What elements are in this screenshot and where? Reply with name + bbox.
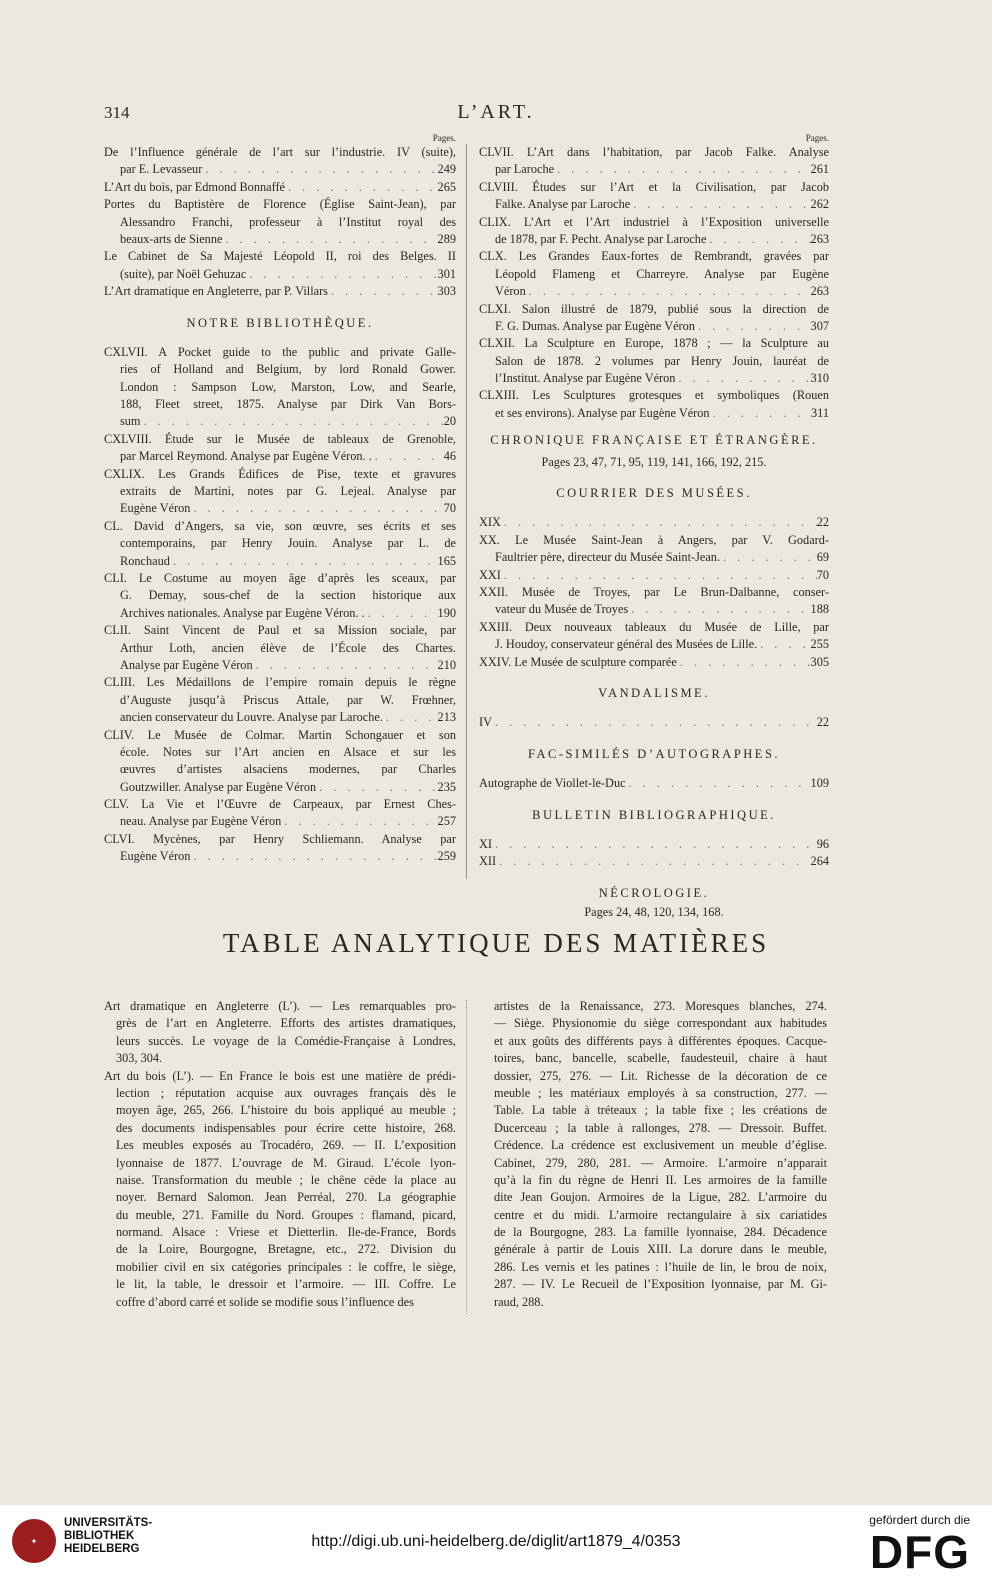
dot-leader — [365, 605, 438, 622]
entry-text: L’Art du bois, par Edmond Bonnaffé — [104, 179, 286, 194]
entry-page-number: 109 — [810, 776, 829, 791]
entry-last-line — [479, 161, 829, 178]
dot-leader — [492, 836, 817, 853]
chronique-pages: Pages 23, 47, 71, 95, 119, 141, 166, 192, 215. — [541, 454, 767, 469]
entry-page-number: 310 — [810, 371, 829, 386]
dot-leader — [372, 448, 444, 465]
entry-line: œuvres d’artistes alsaciens modernes, par Charles — [120, 762, 456, 777]
section-courrier: COURRIER DES MUSÉES. — [556, 486, 752, 501]
index-entry — [479, 567, 829, 584]
index-entry — [479, 584, 829, 619]
entry-last-line — [104, 848, 456, 865]
analytic-line: toires, banc, bancelle, scabelle, faudesteuil, chaire à haut — [494, 1051, 827, 1066]
entry-line: Portes du Baptistère de Florence (Église Saint-Jean), par — [104, 197, 456, 212]
entry-line: CXLVIII. Étude sur le Musée de tableaux de Grenoble, — [104, 431, 456, 446]
entry-last-line — [104, 283, 456, 300]
dot-leader — [626, 775, 811, 792]
intro-entries — [104, 144, 456, 301]
entry-last-line — [104, 161, 456, 178]
analytic-line: 287. — IV. Le Recueil de l’Exposition lyonnaise, par M. Gi- — [494, 1277, 827, 1292]
left-column — [104, 133, 456, 866]
bibliotheque-entries-right — [479, 144, 829, 422]
entry-text: neau. Analyse par Eugène Véron — [120, 814, 282, 829]
entry-text: vateur du Musée de Troyes — [495, 602, 629, 617]
entry-line: école. Notes sur l’Art ancien en Alsace et sur les — [120, 744, 456, 759]
entry-line: CLVII. L’Art dans l’habitation, par Jacob Falke. Analyse — [479, 145, 829, 159]
entry-page-number: 255 — [810, 637, 829, 652]
index-entry — [104, 196, 456, 248]
entry-line: contemporains, par Henry Jouin. Analyse par L. de — [120, 536, 456, 551]
entry-text: et ses environs). Analyse par Eugène Véron — [495, 405, 710, 420]
entry-line: CLVIII. Études sur l’Art et la Civilisation, par Jacob — [479, 179, 829, 194]
analytic-line: Table. La table à tréteaux ; la table fixe ; les créations de — [494, 1103, 827, 1118]
bulletin-entries — [479, 836, 829, 871]
index-entry — [479, 619, 829, 654]
dot-leader — [253, 657, 438, 674]
journal-title: L’ART. — [457, 101, 535, 123]
analytic-line: de la Loire, Bourgogne, Bretagne, etc., 272. Division du — [116, 1242, 456, 1257]
entry-last-line — [479, 836, 829, 853]
dfg-logo: DFG — [869, 1526, 970, 1578]
entry-page-number: 305 — [810, 654, 829, 669]
dot-leader — [316, 779, 437, 796]
index-entry — [104, 674, 456, 726]
entry-line: CLX. Les Grandes Eaux-fortes de Rembrandt, gravées par — [479, 249, 829, 264]
entry-line: XXIII. Deux nouveaux tableaux du Musée de Lille, par — [479, 619, 829, 634]
analytic-line: lection ; réputation acquise aux ouvrages français dès le — [116, 1085, 456, 1100]
dot-leader — [141, 413, 444, 430]
necrologie-pages: Pages 24, 48, 120, 134, 168. — [584, 905, 724, 920]
index-entry — [104, 248, 456, 283]
index-entry — [479, 775, 829, 792]
entry-last-line — [479, 853, 829, 870]
entry-line: d’Auguste jusqu’à Priscus Attale, par W. Frœhner, — [120, 692, 456, 707]
index-entry — [479, 532, 829, 567]
entry-last-line — [479, 636, 829, 653]
entry-line: 188, Fleet street, 1875. Analyse par Dirk Van Bors- — [120, 397, 456, 412]
dot-leader — [285, 179, 438, 196]
source-url-link[interactable]: http://digi.ub.uni-heidelberg.de/diglit/art1879_4/0353 — [311, 1533, 681, 1550]
entry-line: extraits de Martini, notes par G. Lejeal. Analyse par — [120, 484, 456, 499]
entry-text: XIX — [479, 515, 501, 530]
entry-last-line — [104, 266, 456, 283]
entry-page-number: 257 — [437, 814, 456, 829]
analytic-line: lyonnaise de 1877. L’ouvrage de M. Giraud. L’école lyon- — [116, 1155, 456, 1170]
dot-leader — [710, 405, 811, 422]
index-entry — [479, 248, 829, 300]
index-entry — [104, 518, 456, 570]
dot-leader — [202, 161, 437, 178]
index-entry — [479, 179, 829, 214]
entry-last-line — [104, 813, 456, 830]
dot-leader — [492, 714, 817, 731]
analytic-line: 303, 304. — [116, 1051, 163, 1066]
analytic-line: qu’à la fin du règne de Henri II. Les armoires de la famille — [494, 1172, 827, 1187]
index-entry — [479, 714, 829, 731]
section-notre-bibliotheque: NOTRE BIBLIOTHÈQUE. — [186, 315, 374, 330]
entry-page-number: 259 — [437, 849, 456, 864]
entry-text: F. G. Dumas. Analyse par Eugène Véron — [495, 318, 695, 333]
entry-last-line — [104, 605, 456, 622]
entry-page-number: 70 — [816, 567, 829, 582]
analytic-left-column — [104, 998, 456, 1311]
funded-caption: gefördert durch die — [869, 1513, 970, 1527]
analytic-line: dite Jean Goujon. Armoires de la Ligue, 282. L’armoire du — [494, 1190, 827, 1205]
dot-leader — [246, 266, 437, 283]
analytic-table-title: TABLE ANALYTIQUE DES MATIÈRES — [222, 928, 770, 958]
analytic-line: le lit, la table, le dressoir et l’armoire. — III. Coffre. Le — [116, 1277, 456, 1292]
index-entry — [104, 144, 456, 179]
entry-line: CLVI. Mycènes, par Henry Schliemann. Analyse par — [104, 831, 456, 846]
institution-name: UNIVERSITÄTS- BIBLIOTHEK HEIDELBERG — [64, 1517, 153, 1555]
dot-leader — [222, 231, 437, 248]
section-vandalisme: VANDALISME. — [598, 685, 710, 700]
entry-page-number: 263 — [810, 231, 829, 246]
entry-line: CL. David d’Angers, sa vie, son œuvre, ses écrits et ses — [104, 518, 456, 533]
dot-leader — [281, 813, 437, 830]
entry-last-line — [479, 370, 829, 387]
entry-last-line — [104, 231, 456, 248]
index-entry — [104, 570, 456, 622]
entry-last-line — [479, 231, 829, 248]
entry-page-number: 22 — [816, 715, 829, 730]
analytic-line: des documents indispensables pour écrire cette histoire, 268. — [116, 1120, 456, 1135]
entry-last-line — [479, 318, 829, 335]
entry-line: Arthur Loth, ancien élève de l’École des Chartes. — [120, 640, 456, 655]
entry-last-line — [479, 601, 829, 618]
entry-text: L’Art dramatique en Angleterre, par P. Villars — [104, 284, 328, 299]
entry-page-number: 249 — [437, 162, 456, 177]
dot-leader — [675, 370, 810, 387]
section-facsimiles: FAC-SIMILÉS D’AUTOGRAPHES. — [527, 746, 781, 761]
index-entry — [104, 431, 456, 466]
entry-page-number: 20 — [443, 414, 456, 429]
dot-leader — [706, 231, 810, 248]
analytic-line: normand. Alsace : Vriese et Dietterlin. Ile-de-France, Bords — [116, 1225, 456, 1240]
entry-line: CLXIII. Les Sculptures grotesques et symboliques (Rouen — [479, 388, 829, 403]
entry-line: CLXI. Salon illustré de 1879, publié sous la direction de — [479, 301, 829, 316]
pages-label-left: Pages. — [432, 133, 456, 143]
entry-page-number: 307 — [810, 318, 829, 333]
entry-text: Eugène Véron — [120, 849, 191, 864]
entry-line: Salon de 1878. 2 volumes par Henry Jouin, lauréat de — [495, 353, 829, 368]
entry-last-line — [479, 567, 829, 584]
entry-page-number: 46 — [443, 449, 456, 464]
entry-text: l’Institut. Analyse par Eugène Véron — [495, 371, 676, 386]
entry-text: (suite), par Noël Gehuzac — [120, 266, 247, 281]
analytic-line: générale à partir de Louis XIII. La dorure dans le meuble, — [494, 1242, 827, 1257]
analytic-line: 286. Les vernis et les patines : l’huile de lin, le brou de noix, — [494, 1259, 827, 1274]
entry-line: XXII. Musée de Troyes, par Le Brun-Dalbanne, conser- — [479, 585, 829, 600]
entry-line: CLIV. Le Musée de Colmar. Martin Schongauer et son — [104, 727, 456, 742]
university-seal-icon: ✦ — [12, 1519, 56, 1563]
entry-last-line — [479, 714, 829, 731]
entry-line: Léopold Flameng et Charreyre. Analyse par Eugène — [495, 266, 829, 281]
index-entry — [104, 466, 456, 518]
analytic-right-column — [494, 998, 827, 1311]
entry-text: par Laroche — [495, 162, 555, 177]
dot-leader — [190, 500, 443, 517]
entry-last-line — [479, 405, 829, 422]
entry-page-number: 213 — [437, 710, 456, 725]
entry-page-number: 289 — [437, 231, 456, 246]
bibliotheque-entries-left — [104, 344, 456, 866]
index-entry — [104, 622, 456, 674]
section-bulletin: BULLETIN BIBLIOGRAPHIQUE. — [532, 807, 776, 822]
analytic-line: centre et du midi. L’armoire rectangulaire à six cariatides — [494, 1207, 827, 1222]
index-entry — [104, 283, 456, 300]
dot-leader — [170, 553, 438, 570]
analytic-line: de la Bourgogne, 283. La famille lyonnaise, 284. Décadence — [494, 1225, 827, 1240]
dot-leader — [630, 196, 810, 213]
dot-leader — [554, 161, 810, 178]
index-entry — [104, 831, 456, 866]
entry-last-line — [104, 179, 456, 196]
entry-line: CLI. Le Costume au moyen âge d’après les sceaux, par — [104, 571, 456, 585]
section-chronique: CHRONIQUE FRANÇAISE ET ÉTRANGÈRE. — [490, 433, 818, 448]
index-entry — [479, 144, 829, 179]
entry-page-number: 311 — [811, 405, 829, 420]
analytic-line: naise. Transformation du meuble ; le chêne cède la place au — [116, 1172, 456, 1187]
entry-last-line — [479, 654, 829, 671]
entry-line: Le Cabinet de Sa Majesté Léopold II, roi des Belges. II — [104, 249, 456, 264]
analytic-line: artistes de la Renaissance, 273. Moresques blanches, 274. — [494, 999, 827, 1013]
analytic-line: raud, 288. — [494, 1294, 544, 1309]
facsimiles-entries — [479, 775, 829, 792]
entry-last-line — [104, 500, 456, 517]
analytic-line: mobilier civil en six catégories principales : le coffre, le siège, — [116, 1259, 456, 1274]
analytic-line: Art du bois (L’). — En France le bois est une matière de prédi- — [104, 1068, 456, 1083]
entry-last-line — [104, 709, 456, 726]
entry-last-line — [104, 779, 456, 796]
entry-line: ries of Holland and Belgium, by lord Ronald Gower. — [120, 362, 456, 377]
entry-page-number: 262 — [810, 197, 829, 212]
entry-page-number: 70 — [443, 501, 456, 516]
index-entry — [104, 727, 456, 797]
entry-last-line — [479, 775, 829, 792]
index-entry — [104, 344, 456, 431]
entry-text: Véron — [495, 284, 526, 299]
analytic-line: Art dramatique en Angleterre (L’). — Les remarquables pro- — [104, 999, 456, 1013]
index-entry — [479, 301, 829, 336]
entry-text: XII — [479, 854, 497, 869]
entry-text: beaux-arts de Sienne — [120, 231, 223, 246]
entry-text: Falke. Analyse par Laroche — [495, 197, 631, 212]
entry-line: CLXII. La Sculpture en Europe, 1878 ; — la Sculpture au — [479, 336, 829, 351]
index-entry — [479, 853, 829, 870]
entry-last-line — [479, 283, 829, 300]
entry-text: XXI — [479, 567, 501, 582]
index-entry — [104, 179, 456, 196]
entry-text: Faultrier père, directeur du Musée Saint-Jean. — [495, 550, 721, 565]
entry-text: ancien conservateur du Louvre. Analyse par Laroche. — [120, 710, 383, 725]
entry-page-number: 165 — [437, 553, 456, 568]
dot-leader — [190, 848, 437, 865]
entry-page-number: 22 — [816, 515, 829, 530]
analytic-line: grès de l’art en Angleterre. Efforts des artistes dramatiques, — [116, 1016, 456, 1031]
analytic-line: meuble ; les matériaux employés à sa construction, 277. — — [494, 1085, 827, 1100]
entry-page-number: 261 — [810, 162, 829, 177]
entry-last-line — [479, 514, 829, 531]
entry-line: CXLVII. A Pocket guide to the public and private Galle- — [104, 344, 456, 359]
entry-page-number: 303 — [437, 284, 456, 299]
analytic-line: noyer. Bernard Salomon. Jean Perréal, 270. La géographie — [116, 1190, 456, 1205]
entry-text: de 1878, par F. Pecht. Analyse par Laroche — [495, 231, 707, 246]
entry-line: CLV. La Vie et l’Œuvre de Carpeaux, par Ernest Ches- — [104, 797, 456, 812]
dot-leader — [720, 549, 817, 566]
entry-page-number: 301 — [437, 266, 456, 281]
analytic-line: Les meubles exposés au Trocadéro, 269. — II. L’exposition — [116, 1138, 456, 1153]
dot-leader — [383, 709, 438, 726]
entry-page-number: 235 — [437, 779, 456, 794]
entry-last-line — [104, 553, 456, 570]
entry-text: XXIV. Le Musée de sculpture comparée — [479, 654, 677, 669]
entry-text: par E. Levasseur — [120, 162, 203, 177]
entry-text: Archives nationales. Analyse par Eugène Véron. . — [120, 605, 365, 620]
index-entry — [479, 214, 829, 249]
entry-line: CXLIX. Les Grands Édifices de Pise, texte et gravures — [104, 466, 456, 481]
dot-leader — [501, 514, 817, 531]
index-entry — [479, 387, 829, 422]
entry-page-number: 210 — [437, 657, 456, 672]
entry-last-line — [104, 448, 456, 465]
dot-leader — [501, 567, 817, 584]
footer-bar — [0, 1505, 992, 1585]
entry-last-line — [479, 196, 829, 213]
analytic-column-divider — [466, 1000, 467, 1314]
entry-page-number: 190 — [437, 605, 456, 620]
dot-leader — [628, 601, 810, 618]
entry-text: sum — [120, 414, 141, 429]
index-entry — [104, 796, 456, 831]
analytic-line: Cabinet, 279, 280, 281. — Armoire. L’armoire n’apparait — [494, 1155, 827, 1170]
dot-leader — [328, 283, 438, 300]
entry-line: Alessandro Franchi, professeur à l’Institut royal des — [120, 214, 456, 229]
entry-text: Goutzwiller. Analyse par Eugène Véron — [120, 779, 317, 794]
entry-last-line — [479, 549, 829, 566]
analytic-line: leurs succès. Le voyage de la Comédie-Française à Londres, — [116, 1033, 456, 1048]
entry-text: Eugène Véron — [120, 501, 191, 516]
entry-text: XI — [479, 836, 492, 851]
entry-line: CLII. Saint Vincent de Paul et sa Mission sociale, par — [104, 623, 456, 638]
analytic-line: et aux goûts des différents pays à différentes époques. Cacque- — [494, 1033, 827, 1048]
entry-page-number: 188 — [810, 602, 829, 617]
index-entry — [479, 514, 829, 531]
column-divider — [466, 144, 467, 879]
courrier-entries — [479, 514, 829, 671]
entry-text: Ronchaud — [120, 553, 170, 568]
dot-leader — [695, 318, 811, 335]
entry-line: De l’Influence générale de l’art sur l’industrie. IV (suite), — [104, 145, 456, 159]
dot-leader — [526, 283, 811, 300]
entry-page-number: 263 — [810, 284, 829, 299]
entry-page-number: 265 — [437, 179, 456, 194]
running-header — [0, 103, 992, 125]
entry-last-line — [104, 413, 456, 430]
dot-leader — [677, 654, 811, 671]
analytic-line: — Siège. Physionomie du siège correspondant aux habitudes — [494, 1016, 827, 1031]
analytic-line: coffre d’abord carré et solide se modifie sous l’influence des — [116, 1294, 414, 1309]
entry-line: XX. Le Musée Saint-Jean à Angers, par V. Godard- — [479, 532, 829, 547]
analytic-line: Ducerceau ; la table à rallonges, 278. — Dressoir. Buffet. — [494, 1120, 827, 1135]
index-entry — [479, 335, 829, 387]
entry-text: J. Houdoy, conservateur général des Musées de Lille. — [495, 637, 758, 652]
pages-label-right: Pages. — [805, 133, 829, 143]
entry-line: CLIX. L’Art et l’Art industriel à l’Exposition universelle — [479, 214, 829, 229]
entry-line: CLIII. Les Médaillons de l’empire romain depuis le règne — [104, 675, 456, 690]
entry-line: G. Demay, sous-chef de la section historique aux — [120, 588, 456, 603]
entry-text: IV — [479, 715, 492, 730]
entry-page-number: 96 — [816, 836, 829, 851]
vandalisme-entries — [479, 714, 829, 731]
index-entry — [479, 654, 829, 671]
entry-page-number: 69 — [816, 550, 829, 565]
page-number: 314 — [104, 103, 130, 122]
entry-text: par Marcel Reymond. Analyse par Eugène Véron. . — [120, 449, 372, 464]
entry-text: Autographe de Viollet-le-Duc — [479, 776, 626, 791]
analytic-line: Crédence. La crédence est exclusivement un meuble d’église. — [494, 1138, 827, 1153]
entry-line: London : Sampson Low, Marston, Low, and Searle, — [120, 379, 456, 394]
analytic-line: du meuble, 271. Famille du Nord. Groupes : flamand, picard, — [116, 1207, 456, 1222]
analytic-line: dossier, 275, 276. — Lit. Richesse de la décoration de ce — [494, 1068, 827, 1083]
entry-page-number: 264 — [810, 854, 829, 869]
analytic-line: moyen âge, 265, 266. L’histoire du bois appliqué au meuble ; — [116, 1103, 456, 1118]
index-entry — [479, 836, 829, 853]
section-necrologie: NÉCROLOGIE. — [598, 885, 710, 900]
right-column — [479, 133, 829, 922]
dot-leader — [496, 853, 810, 870]
dot-leader — [757, 636, 810, 653]
entry-text: Analyse par Eugène Véron — [120, 657, 253, 672]
entry-last-line — [104, 657, 456, 674]
